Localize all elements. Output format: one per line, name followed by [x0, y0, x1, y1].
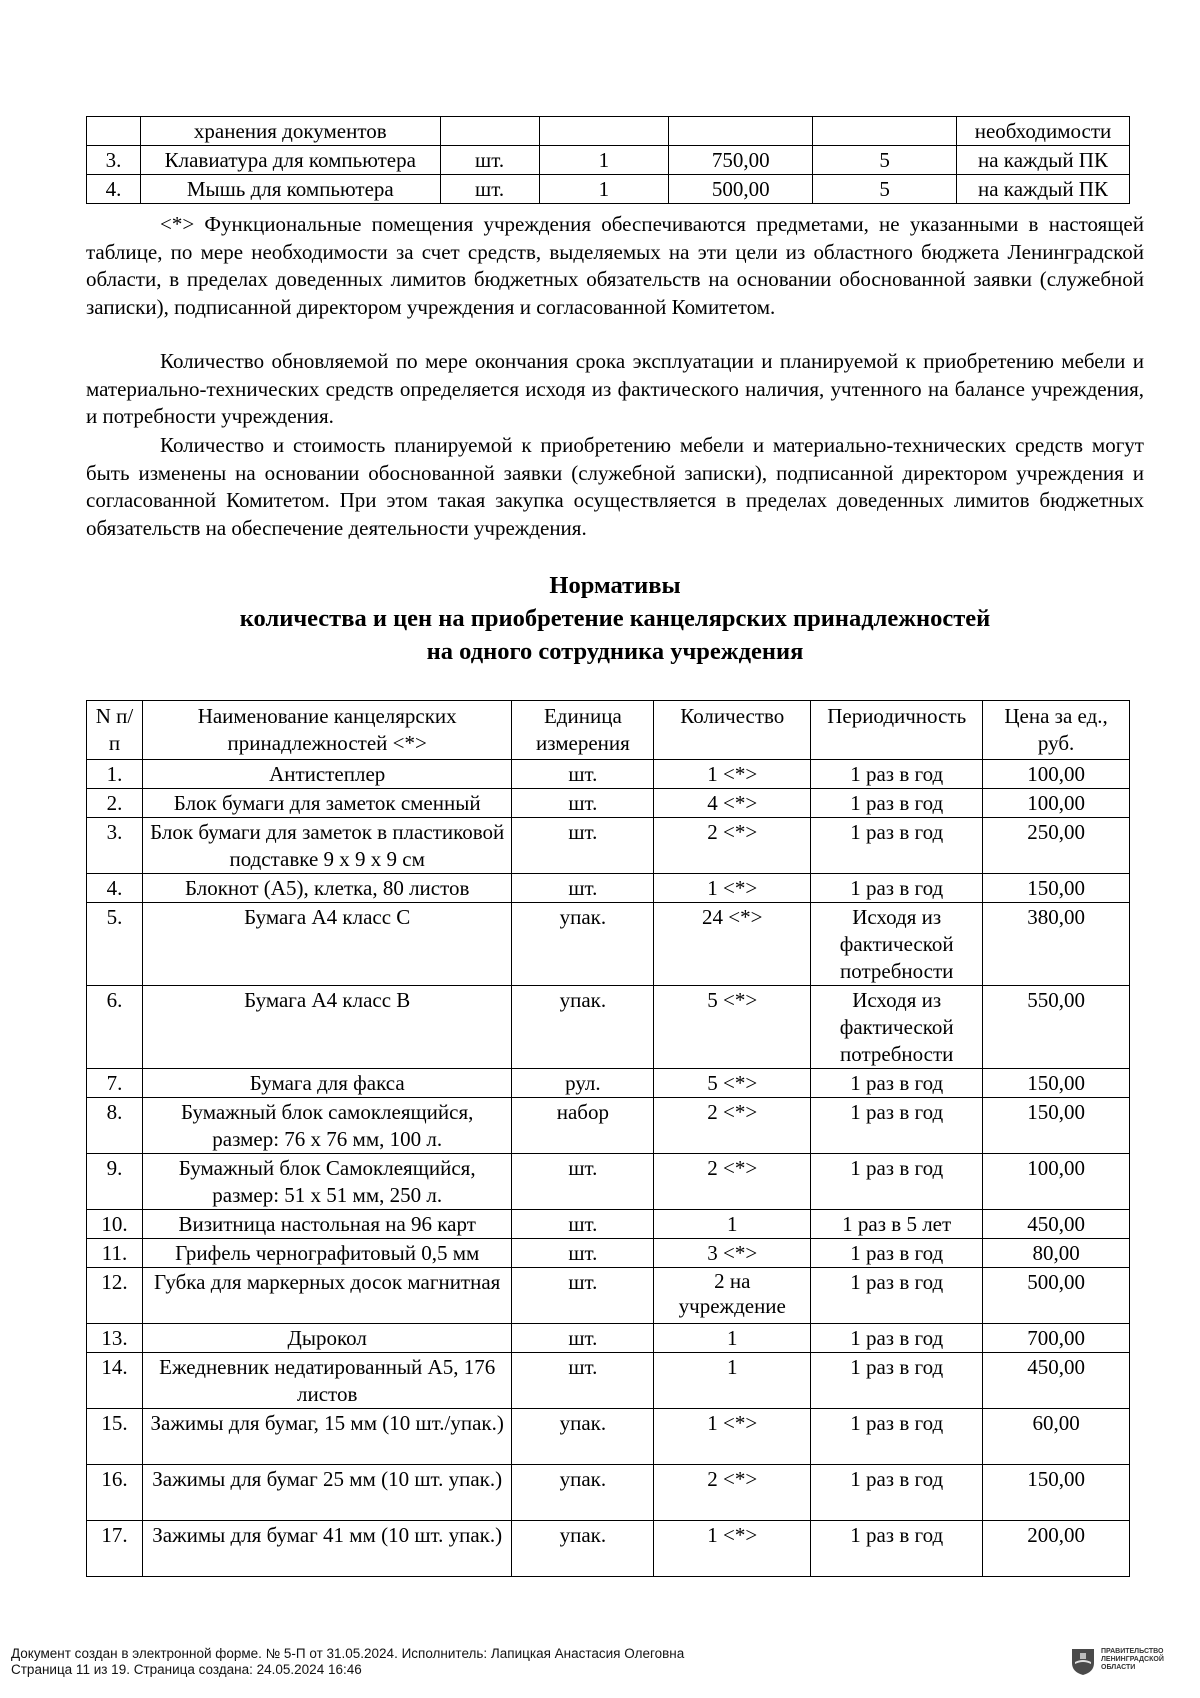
- table-row: [87, 175, 1130, 204]
- header-price: Цена за ед., руб.: [983, 701, 1130, 760]
- table-row: [87, 760, 1130, 789]
- period: 1 раз в год: [811, 1353, 983, 1409]
- item-name: хранения документов: [140, 117, 440, 146]
- government-logo: [1071, 1648, 1164, 1676]
- table-row: [87, 1353, 1130, 1409]
- quantity: 1 <*>: [654, 1409, 811, 1465]
- period: 1 раз в год: [811, 760, 983, 789]
- row-number: 13.: [87, 1324, 143, 1353]
- table-row: [87, 1521, 1130, 1577]
- quantity: 2 <*>: [654, 1154, 811, 1210]
- quantity: 5 <*>: [654, 986, 811, 1069]
- item-name: Зажимы для бумаг, 15 мм (10 шт./упак.): [142, 1409, 512, 1465]
- unit: шт.: [512, 1210, 654, 1239]
- row-number: 7.: [87, 1069, 143, 1098]
- quantity: 2 <*>: [654, 818, 811, 874]
- unit: шт.: [512, 1324, 654, 1353]
- period: 5: [813, 175, 957, 204]
- title-line: на одного сотрудника учреждения: [426, 638, 804, 665]
- price: 60,00: [983, 1409, 1130, 1465]
- period: 1 раз в год: [811, 1409, 983, 1465]
- table-row: [87, 117, 1130, 146]
- unit: шт.: [512, 874, 654, 903]
- item-name: Зажимы для бумаг 25 мм (10 шт. упак.): [142, 1465, 512, 1521]
- table-row: [87, 1268, 1130, 1324]
- quantity: 5 <*>: [654, 1069, 811, 1098]
- unit: шт.: [512, 1239, 654, 1268]
- note: на каждый ПК: [956, 175, 1129, 204]
- item-name: Бумага А4 класс С: [142, 903, 512, 986]
- header-period: Периодичность: [811, 701, 983, 760]
- price: 100,00: [983, 760, 1130, 789]
- period: 1 раз в 5 лет: [811, 1210, 983, 1239]
- row-number: 16.: [87, 1465, 143, 1521]
- price: 450,00: [983, 1210, 1130, 1239]
- price: 80,00: [983, 1239, 1130, 1268]
- body-paragraph: Количество и стоимость планируемой к приобретению мебели и материально-технических средств могут быть изменены на основании обоснованной заявки (служебной записки), подписанной директором учреждения и согласованной Комитетом. При этом такая закупка осуществляется в пределах доведенных лимитов бюджетных обязательств на обеспечение деятельности учреждения.: [86, 433, 1144, 540]
- period: 1 раз в год: [811, 1154, 983, 1210]
- norms-table: [86, 700, 1130, 1577]
- price: 500,00: [983, 1268, 1130, 1324]
- logo-text: ПРАВИТЕЛЬСТВО ЛЕНИНГРАДСКОЙ ОБЛАСТИ: [1101, 1648, 1164, 1671]
- header-unit: Единица измерения: [512, 701, 654, 760]
- header-name: Наименование канцелярских принадлежностей <*>: [142, 701, 512, 760]
- table-row: [87, 789, 1130, 818]
- price: 500,00: [669, 175, 813, 204]
- table-row: [87, 146, 1130, 175]
- unit: шт.: [440, 175, 539, 204]
- price: 450,00: [983, 1353, 1130, 1409]
- price: [669, 117, 813, 146]
- unit: шт.: [512, 789, 654, 818]
- price: 750,00: [669, 146, 813, 175]
- price: 250,00: [983, 818, 1130, 874]
- note: необходимости: [956, 117, 1129, 146]
- unit: шт.: [440, 146, 539, 175]
- period: 1 раз в год: [811, 874, 983, 903]
- item-name: Блок бумаги для заметок в пластиковой подставке 9 x 9 x 9 см: [142, 818, 512, 874]
- row-number: 15.: [87, 1409, 143, 1465]
- quantity: 2 <*>: [654, 1098, 811, 1154]
- quantity: [539, 117, 669, 146]
- table-row: [87, 1154, 1130, 1210]
- price: 150,00: [983, 1098, 1130, 1154]
- table-row: [87, 1465, 1130, 1521]
- body-paragraph: Количество обновляемой по мере окончания срока эксплуатации и планируемой к приобретению мебели и материально-технических средств определяется исходя из фактического наличия, учтенного на балансе учреждения, и потребности учреждения.: [86, 349, 1144, 428]
- item-name: Дырокол: [142, 1324, 512, 1353]
- table-header-row: [87, 701, 1130, 760]
- item-name: Бумажный блок самоклеящийся, размер: 76 x 76 мм, 100 л.: [142, 1098, 512, 1154]
- table-row: [87, 1324, 1130, 1353]
- period: Исходя из фактической потребности: [811, 986, 983, 1069]
- row-number: 14.: [87, 1353, 143, 1409]
- quantity: 3 <*>: [654, 1239, 811, 1268]
- unit: упак.: [512, 1521, 654, 1577]
- row-number: 4.: [87, 175, 141, 204]
- section-title: [86, 569, 1144, 668]
- unit: рул.: [512, 1069, 654, 1098]
- period: 1 раз в год: [811, 789, 983, 818]
- quantity: 1: [654, 1324, 811, 1353]
- price: 200,00: [983, 1521, 1130, 1577]
- unit: шт.: [512, 1353, 654, 1409]
- item-name: Губка для маркерных досок магнитная: [142, 1268, 512, 1324]
- period: 1 раз в год: [811, 1268, 983, 1324]
- row-number: 12.: [87, 1268, 143, 1324]
- period: Исходя из фактической потребности: [811, 903, 983, 986]
- footer-line: Страница 11 из 19. Страница создана: 24.05.2024 16:46: [11, 1662, 362, 1677]
- item-name: Ежедневник недатированный А5, 176 листов: [142, 1353, 512, 1409]
- period: 1 раз в год: [811, 1098, 983, 1154]
- table-row: [87, 1210, 1130, 1239]
- top-table: [86, 116, 1130, 204]
- row-number: 5.: [87, 903, 143, 986]
- quantity: 1 <*>: [654, 1521, 811, 1577]
- quantity: 1: [654, 1210, 811, 1239]
- note: на каждый ПК: [956, 146, 1129, 175]
- quantity: 24 <*>: [654, 903, 811, 986]
- period: 1 раз в год: [811, 1239, 983, 1268]
- quantity: 1: [539, 146, 669, 175]
- quantity: 2 <*>: [654, 1465, 811, 1521]
- row-number: 8.: [87, 1098, 143, 1154]
- item-name: Блокнот (А5), клетка, 80 листов: [142, 874, 512, 903]
- row-number: 2.: [87, 789, 143, 818]
- row-number: [87, 117, 141, 146]
- item-name: Бумага для факса: [142, 1069, 512, 1098]
- row-number: 1.: [87, 760, 143, 789]
- row-number: 9.: [87, 1154, 143, 1210]
- period: 1 раз в год: [811, 1465, 983, 1521]
- period: 1 раз в год: [811, 818, 983, 874]
- item-name: Бумага А4 класс В: [142, 986, 512, 1069]
- coat-of-arms-icon: [1071, 1648, 1095, 1676]
- item-name: Блок бумаги для заметок сменный: [142, 789, 512, 818]
- period: 1 раз в год: [811, 1324, 983, 1353]
- row-number: 10.: [87, 1210, 143, 1239]
- price: 150,00: [983, 874, 1130, 903]
- unit: упак.: [512, 986, 654, 1069]
- item-name: Антистеплер: [142, 760, 512, 789]
- unit: упак.: [512, 1409, 654, 1465]
- price: 150,00: [983, 1465, 1130, 1521]
- period: 1 раз в год: [811, 1069, 983, 1098]
- quantity: 1 <*>: [654, 760, 811, 789]
- price: 550,00: [983, 986, 1130, 1069]
- item-name: Клавиатура для компьютера: [140, 146, 440, 175]
- unit: шт.: [512, 1154, 654, 1210]
- unit: шт.: [512, 760, 654, 789]
- price: 380,00: [983, 903, 1130, 986]
- quantity: 1: [539, 175, 669, 204]
- row-number: 4.: [87, 874, 143, 903]
- footer-line: Документ создан в электронной форме. № 5-П от 31.05.2024. Исполнитель: Лапицкая Анастасия Олеговна: [11, 1646, 685, 1661]
- price: 700,00: [983, 1324, 1130, 1353]
- period: [813, 117, 957, 146]
- unit: упак.: [512, 1465, 654, 1521]
- quantity: 2 на учреждение: [654, 1268, 811, 1324]
- item-name: Мышь для компьютера: [140, 175, 440, 204]
- unit: набор: [512, 1098, 654, 1154]
- price: 100,00: [983, 789, 1130, 818]
- item-name: Визитница настольная на 96 карт: [142, 1210, 512, 1239]
- table-row: [87, 1069, 1130, 1098]
- quantity: 1: [654, 1353, 811, 1409]
- table-row: [87, 986, 1130, 1069]
- header-quantity: Количество: [654, 701, 811, 760]
- header-number: N п/п: [87, 701, 143, 760]
- document-footer: [11, 1646, 684, 1678]
- unit: упак.: [512, 903, 654, 986]
- row-number: 17.: [87, 1521, 143, 1577]
- quantity: 4 <*>: [654, 789, 811, 818]
- item-name: Грифель чернографитовый 0,5 мм: [142, 1239, 512, 1268]
- table-row: [87, 1098, 1130, 1154]
- item-name: Бумажный блок Самоклеящийся, размер: 51 x 51 мм, 250 л.: [142, 1154, 512, 1210]
- period: 5: [813, 146, 957, 175]
- row-number: 6.: [87, 986, 143, 1069]
- table-row: [87, 818, 1130, 874]
- footnote-paragraph: <*> Функциональные помещения учреждения обеспечиваются предметами, не указанными в настоящей таблице, по мере необходимости за счет средств, выделяемых на эти цели из областного бюджета Ленинградской области, в пределах доведенных лимитов бюджетных обязательств на основании обоснованной заявки (служебной записки), подписанной директором учреждения и согласованной Комитетом.: [86, 212, 1144, 319]
- row-number: 3.: [87, 818, 143, 874]
- table-row: [87, 903, 1130, 986]
- table-row: [87, 1409, 1130, 1465]
- title-line: Нормативы: [549, 572, 681, 599]
- title-line: количества и цен на приобретение канцелярских принадлежностей: [239, 605, 991, 632]
- table-row: [87, 874, 1130, 903]
- row-number: 11.: [87, 1239, 143, 1268]
- table-row: [87, 1239, 1130, 1268]
- unit: шт.: [512, 1268, 654, 1324]
- unit: [440, 117, 539, 146]
- row-number: 3.: [87, 146, 141, 175]
- quantity: 1 <*>: [654, 874, 811, 903]
- period: 1 раз в год: [811, 1521, 983, 1577]
- unit: шт.: [512, 818, 654, 874]
- price: 150,00: [983, 1069, 1130, 1098]
- item-name: Зажимы для бумаг 41 мм (10 шт. упак.): [142, 1521, 512, 1577]
- price: 100,00: [983, 1154, 1130, 1210]
